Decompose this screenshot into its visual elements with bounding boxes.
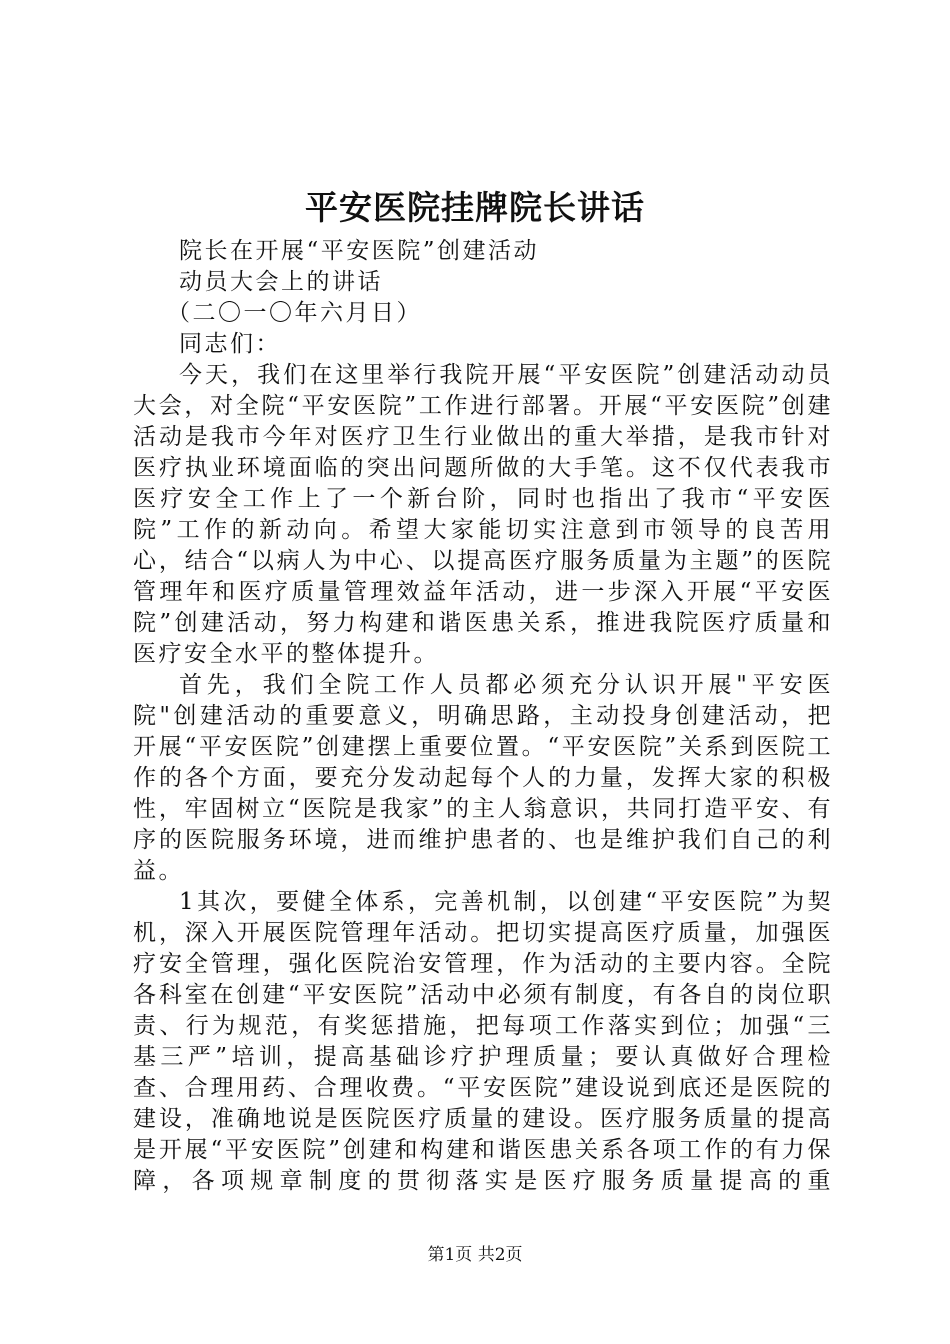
document-title: 平安医院挂牌院长讲话: [305, 188, 645, 227]
date-line: （二〇一〇年六月日）: [167, 300, 422, 326]
paragraph-1: 今天，我们在这里举行我院开展“平安医院”创建活动动员大会，对全院“平安医院”工作进行部署。开展“平安医院”创建活动是我市今年对医疗卫生行业做出的重大举措，是我市针对医疗执业环境面临的突出问题所做的大手笔。这不仅代表我市医疗安全工作上了一个新台阶，同时也指出了我市“平安医院”工作的新动向。希望大家能切实注意到市领导的良苦用心，结合“以病人为中心、以提高医疗服务质量为主题”的医院管理年和医疗质量管理效益年活动，进一步深入开展“平安医院”创建活动，努力构建和谐医患关系，推进我院医疗质量和医疗安全水平的整体提升。: [133, 362, 833, 667]
paragraph-3: 1其次，要健全体系，完善机制，以创建“平安医院”为契机，深入开展医院管理年活动。把切实提高医疗质量，加强医疗安全管理，强化医院治安管理，作为活动的主要内容。全院各科室在创建“平安医院”活动中必须有制度，有各自的岗位职责、行为规范，有奖惩措施，把每项工作落实到位；加强“三基三严”培训，提高基础诊疗护理质量；要认真做好合理检查、合理用药、合理收费。“平安医院”建设说到底还是医院的建设，准确地说是医院医疗质量的建设。医疗服务质量的提高是开展“平安医院”创建和构建和谐医患关系各项工作的有力保障，各项规章制度的贯彻落实是医疗服务质量提高的重: [133, 889, 833, 1194]
document-body: [133, 236, 833, 1197]
subtitle-line-1: 院长在开展“平安医院”创建活动: [179, 238, 540, 264]
subtitle-line-2: 动员大会上的讲话: [179, 269, 383, 295]
paragraph-2: 首先，我们全院工作人员都必须充分认识开展"平安医院"创建活动的重要意义，明确思路，主动投身创建活动，把开展“平安医院”创建摆上重要位置。“平安医院”关系到医院工作的各个方面，要充分发动起每个人的力量，发挥大家的积极性，牢固树立“医院是我家”的主人翁意识，共同打造平安、有序的医院服务环境，进而维护患者的、也是维护我们自己的利益。: [133, 672, 833, 884]
salutation: 同志们：: [179, 331, 281, 357]
page-footer: 第1页 共2页: [427, 1245, 523, 1265]
